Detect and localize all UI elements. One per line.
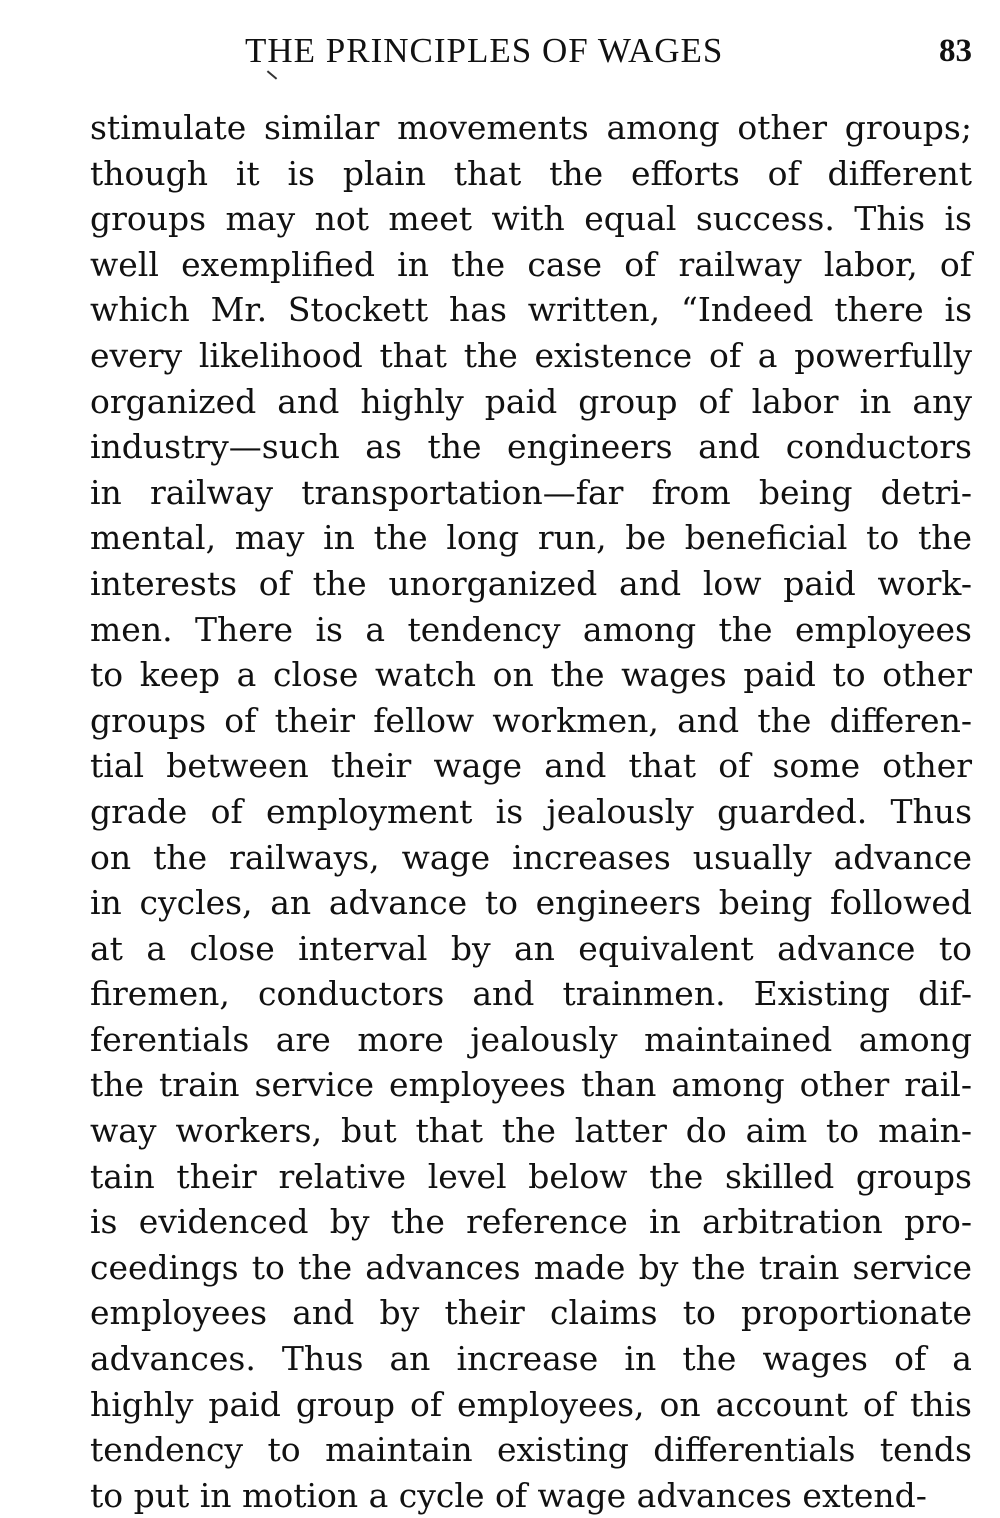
text-line: which Mr. Stockett has written, “Indeed there is xyxy=(90,290,972,330)
text-line: well exemplified in the case of railway labor, of xyxy=(90,244,972,284)
text-line: every likelihood that the existence of a powerfully xyxy=(90,335,972,375)
text-line: interests of the unorganized and low paid work- xyxy=(90,563,972,603)
text-line: advances. Thus an increase in the wages of a xyxy=(90,1339,972,1379)
text-line: to keep a close watch on the wages paid to other xyxy=(90,655,972,695)
text-line: groups may not meet with equal success. This is xyxy=(90,199,972,239)
body-paragraph xyxy=(90,105,972,1518)
text-line: stimulate similar movements among other groups; xyxy=(90,108,972,147)
text-line: the train service employees than among other rail- xyxy=(90,1065,972,1105)
text-line: on the railways, wage increases usually advance xyxy=(90,837,972,877)
text-line: firemen, conductors and trainmen. Existing dif- xyxy=(90,974,972,1014)
text-line: groups of their fellow workmen, and the differen- xyxy=(90,700,972,740)
text-line: way workers, but that the latter do aim to main- xyxy=(90,1111,972,1151)
text-line: tial between their wage and that of some other xyxy=(90,746,972,786)
text-line: ferentials are more jealously maintained among xyxy=(90,1019,972,1059)
text-line: at a close interval by an equivalent advance to xyxy=(90,928,972,968)
text-line: employees and by their claims to proportionate xyxy=(90,1293,972,1333)
text-line: tendency to maintain existing differentials tends xyxy=(90,1430,972,1470)
text-line: industry—such as the engineers and conductors xyxy=(90,427,972,467)
page-number: 83 xyxy=(939,33,972,69)
text-line: to put in motion a cycle of wage advances extend- xyxy=(90,1475,927,1515)
text-line: tain their relative level below the skilled groups xyxy=(90,1156,972,1196)
text-line: men. There is a tendency among the employees xyxy=(90,609,972,649)
text-line: mental, may in the long run, be beneficial to the xyxy=(90,518,972,558)
text-line: though it is plain that the efforts of different xyxy=(90,153,972,193)
text-line: organized and highly paid group of labor in any xyxy=(90,381,972,421)
running-title: THE PRINCIPLES OF WAGES xyxy=(245,31,724,70)
text-line: in cycles, an advance to engineers being followed xyxy=(90,883,972,923)
text-line: grade of employment is jealously guarded. Thus xyxy=(90,791,972,831)
text-line: in railway transportation—far from being detri- xyxy=(90,472,972,512)
text-line: highly paid group of employees, on account of this xyxy=(90,1384,972,1424)
text-line: ceedings to the advances made by the train service xyxy=(90,1247,972,1287)
running-head xyxy=(90,28,972,74)
text-line: is evidenced by the reference in arbitration pro- xyxy=(90,1202,972,1242)
